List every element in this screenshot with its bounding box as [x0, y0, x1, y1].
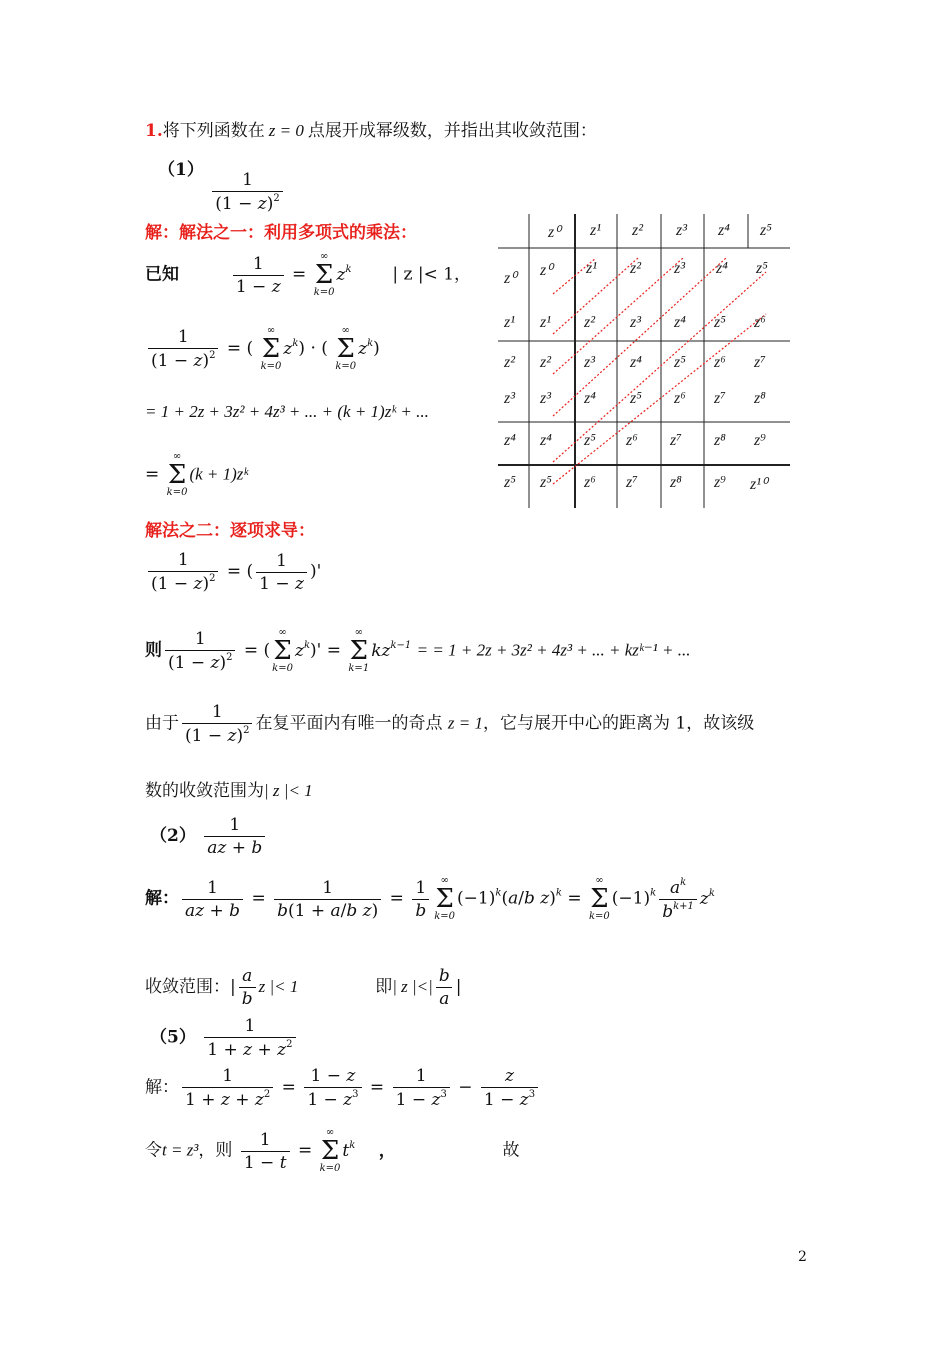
then-label: 则 — [145, 640, 162, 661]
let-fraction: $\frac{1}{1 - t}$ — [241, 1130, 290, 1173]
table-cell: z⁵ — [540, 474, 552, 491]
ie-expr: | z |<| — [392, 977, 433, 996]
method2-title: 解法之二：逐项求导： — [145, 521, 315, 541]
table-cell: z⁵ — [714, 314, 726, 331]
sum-sign: ∞ Σ k=1 — [348, 627, 370, 674]
part1-label: （1） — [158, 160, 204, 180]
table-cell: z² — [630, 260, 642, 277]
known-condition: | z |< 1， — [392, 264, 472, 285]
derivative-line: $\frac{1}{(1 - z)^2}$ = ( $\frac{1}{1 - z}$ )' — [145, 550, 321, 594]
product-line: $\frac{1}{(1 - z)^2}$ = ( ∞ Σ k=0 $z^k$) · ( ∞ Σ k=0 $z^k$) — [145, 326, 380, 372]
part1-fraction: $\frac{1}{(1 - z)^2}$ — [212, 170, 282, 214]
sum-sign: ∞ Σ k=0 — [272, 627, 293, 674]
table-cell: z⁶ — [754, 314, 766, 331]
radius-line-2 — [145, 776, 313, 801]
table-cell: z¹ — [540, 314, 552, 331]
then-fraction: $\frac{1}{(1 - z)^2}$ — [165, 629, 235, 673]
table-cell: z³ — [540, 390, 552, 407]
page-number: 2 — [798, 1249, 807, 1265]
geom-fraction: $\frac{1}{1 - z}$ — [233, 254, 284, 297]
part5-let: 令t = z³，则 $\frac{1}{1 - t}$ = ∞ Σ k=0 $t^k$ ， 故 — [145, 1127, 520, 1174]
sol-frac-3: $\frac{1}{b}$ — [412, 878, 429, 921]
table-cell: z³ — [674, 260, 686, 277]
sum-sign: ∞ Σ k=0 — [313, 251, 335, 298]
radius-line2-text: 数的收敛范围为 — [145, 781, 264, 801]
part5-solution: 解： $\frac{1}{1 + z + z^2}$ = $\frac{1 - z}{1 - z^3}$ = $\frac{1}{1 - z^3}$ − $\frac{z}{1 - z^3}$ — [145, 1066, 541, 1110]
problem-number: 1. — [145, 121, 163, 141]
table-cell: z⁷ — [754, 354, 766, 371]
table-cell: z⁴ — [630, 354, 642, 371]
table-row-lead: z¹ — [504, 314, 516, 331]
table-cell: z¹⁰ — [750, 476, 768, 493]
table-cell: z² — [540, 354, 552, 371]
table-header-cell: z⁴ — [718, 222, 730, 239]
radius-range: | z |< 1 — [264, 781, 313, 800]
sol-frac-2: $\frac{1}{\text{b(1 + a/b z)}}$ — [274, 878, 381, 921]
table-header-cell: z³ — [676, 222, 688, 239]
table-cell: z⁶ — [626, 432, 638, 449]
product-fraction: $\frac{1}{(1 - z)^2}$ — [148, 327, 218, 371]
sum-sign: ∞ Σ k=0 — [260, 325, 282, 372]
part2 — [150, 815, 268, 858]
part2-fraction: $\frac{1}{az + b}$ — [204, 815, 265, 858]
sum-sign: ∞ Σ k=0 — [335, 325, 357, 372]
sum-line: = ∞ Σ k=0 (k + 1)zᵏ — [145, 451, 249, 498]
part1 — [158, 155, 286, 214]
p5-frac-3: $\frac{1}{1 - z^3}$ — [393, 1066, 450, 1110]
radius-middle: 在复平面内有唯一的奇点 — [255, 713, 443, 734]
then-series: = = 1 + 2z + 3z² + 4z³ + ... + kzᵏ⁻¹ + ... — [416, 640, 691, 660]
table-cell: z⁴ — [674, 314, 686, 331]
p5-frac-4: $\frac{z}{1 - z^3}$ — [481, 1066, 538, 1110]
radius-prefix: 由于 — [145, 713, 179, 734]
sum-sign: ∞ Σ k=0 — [319, 1127, 341, 1174]
let-expr: t = z³ — [162, 1140, 199, 1160]
table-header-cell: z¹ — [590, 222, 602, 239]
table-cell: z⁸ — [670, 474, 682, 491]
table-cell: z⁵ — [756, 260, 768, 277]
sol-frac-4: $\frac{a^k}{b^{k+1}}$ — [659, 877, 697, 922]
part5-sol-label: 解： — [145, 1077, 179, 1098]
table-cell: z⁹ — [714, 474, 726, 491]
let-comma: ， — [378, 1140, 396, 1161]
table-cell: z⁵ — [630, 390, 642, 407]
table-cell: z⁷ — [670, 432, 682, 449]
p5-frac-2: $\frac{1 - z}{1 - z^3}$ — [304, 1066, 361, 1110]
table-cell: z⁸ — [754, 390, 766, 407]
heading-expr: z = 0 — [268, 121, 304, 140]
heading-text: 将下列函数在 — [162, 121, 265, 141]
method1-title: 解：解法之一：利用多项式的乘法： — [145, 223, 417, 243]
table-cell: z⁶ — [584, 474, 596, 491]
part2-solution: 解： $\frac{1}{az + b}$ = $\frac{1}{\text{b(1 + a/b z)}}$ = $\frac{1}{b}$ ∞ Σ k=0 $(-1)^k(a/b$ z)$^k$ = ∞ Σ k=0 $(-1)^k$ $\frac{a^k}{b^{k+1}}$ $z^k$ — [145, 875, 715, 922]
table-row-lead: z² — [504, 354, 516, 371]
table-cell: z³ — [630, 314, 642, 331]
table-row-lead: z⁰ — [504, 270, 517, 287]
part5-label: （5） — [150, 1027, 196, 1048]
table-cell: z¹ — [586, 260, 598, 277]
table-cell: z⁴ — [716, 260, 728, 277]
part5 — [150, 1016, 299, 1060]
table-header-cell: z² — [632, 222, 644, 239]
table-cell: z⁸ — [714, 432, 726, 449]
table-cell: z⁷ — [714, 390, 726, 407]
heading-rest: 点展开成幂级数，并指出其收敛范围： — [307, 121, 597, 141]
table-header-cell: z⁵ — [760, 222, 772, 239]
table-cell: z² — [584, 314, 596, 331]
table-cell: z⁵ — [584, 432, 596, 449]
part2-sol-label: 解： — [145, 888, 179, 909]
conv-label: 收敛范围： — [145, 977, 230, 997]
p5-frac-1: $\frac{1}{1 + z + z^2}$ — [182, 1066, 273, 1110]
sum-sign: ∞ Σ k=0 — [166, 451, 188, 498]
deriv-lhs: $\frac{1}{(1 - z)^2}$ — [148, 550, 218, 594]
table-cell: z⁴ — [584, 390, 596, 407]
sum-sign: ∞ Σ k=0 — [434, 875, 456, 922]
conv-expr: z |< 1 — [258, 977, 299, 996]
so-label: 故 — [502, 1140, 520, 1161]
table-row-lead: z⁴ — [504, 432, 516, 449]
sum-term: (k + 1)zᵏ — [189, 464, 249, 484]
expand-line: = 1 + 2z + 3z² + 4z³ + ... + (k + 1)zᵏ + ... — [145, 402, 429, 421]
known-label: 已知 — [145, 264, 179, 285]
table-cell: z⁵ — [674, 354, 686, 371]
radius-line — [145, 702, 754, 746]
known-line: 已知 $\frac{1}{1 - z}$ = ∞ Σ k=0 $z^k$ | z |< 1， — [145, 251, 472, 298]
sol-frac-1: $\frac{1}{az + b}$ — [182, 878, 243, 921]
let-then: ，则 — [198, 1140, 233, 1161]
conv-fraction: $\frac{a}{b}$ — [239, 966, 256, 1009]
table-cell: z⁰ — [540, 262, 553, 279]
problem-heading — [145, 116, 597, 141]
table-cell: z⁹ — [754, 432, 766, 449]
ie-fraction: $\frac{b}{a}$ — [436, 966, 453, 1009]
table-row-lead: z⁵ — [504, 474, 516, 491]
part2-convergence: 收敛范围：| $\frac{a}{b}$ z |< 1 即| z |<| $\frac{b}{a}$ | — [145, 966, 462, 1009]
multiplication-table — [498, 214, 790, 508]
table-cell: z⁷ — [626, 474, 638, 491]
ie-label: 即 — [375, 977, 393, 997]
table-cell: z⁶ — [714, 354, 726, 371]
then-line: 则 $\frac{1}{(1 - z)^2}$ = ( ∞ Σ k=0 $z^k)'$ = ∞ Σ k=1 $kz^{k-1}$ = = 1 + 2z + 3z² + 4z³ + ... + kzᵏ⁻¹ + ... — [145, 627, 691, 674]
deriv-rhs: $\frac{1}{1 - z}$ — [256, 551, 307, 594]
let-label: 令 — [145, 1140, 162, 1161]
table-cell: z⁶ — [674, 390, 686, 407]
table-header-cell: z⁰ — [548, 224, 561, 241]
part2-label: （2） — [150, 826, 196, 846]
table-cell: z³ — [584, 354, 596, 371]
radius-rest: ，它与展开中心的距离为 1，故该级 — [482, 713, 755, 734]
sum-sign: ∞ Σ k=0 — [588, 875, 610, 922]
table-cell: z⁴ — [540, 432, 552, 449]
part5-fraction: $\frac{1}{1 + z + z^2}$ — [204, 1016, 295, 1060]
radius-pole: z = 1 — [447, 713, 483, 733]
radius-fraction: $\frac{1}{(1 - z)^2}$ — [182, 702, 252, 746]
table-row-lead: z³ — [504, 390, 516, 407]
